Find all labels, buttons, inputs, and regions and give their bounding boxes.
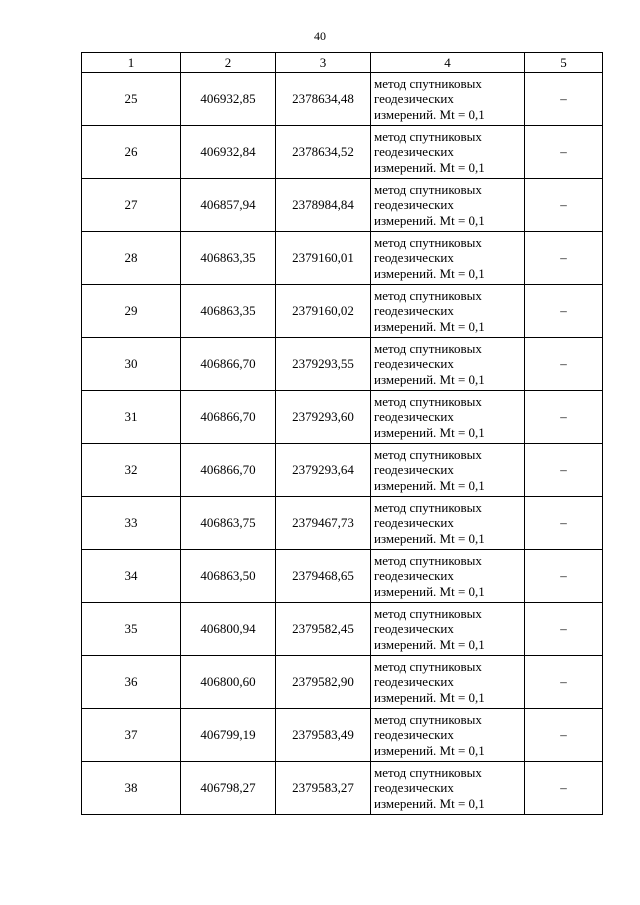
method-line: геодезических [374, 727, 454, 743]
coordinates-table [81, 52, 603, 815]
method-line: метод спутниковых [374, 605, 482, 621]
method-line: метод спутниковых [374, 75, 482, 91]
coord-x: 406800,94 [181, 603, 276, 656]
page-number: 40 [314, 29, 326, 43]
method-line: измерений. Mt = 0,1 [374, 477, 485, 493]
point-number: 26 [82, 126, 181, 179]
table-row [82, 709, 603, 762]
point-number: 28 [82, 232, 181, 285]
method-description [371, 762, 525, 815]
note-cell: – [525, 391, 603, 444]
method-line: геодезических [374, 356, 454, 372]
coord-x: 406863,75 [181, 497, 276, 550]
method-line: метод спутниковых [374, 181, 482, 197]
coord-y: 2379582,90 [276, 656, 371, 709]
table-row [82, 603, 603, 656]
method-line: геодезических [374, 409, 454, 425]
note-cell: – [525, 179, 603, 232]
header-col-4: 4 [371, 53, 525, 73]
method-description [371, 391, 525, 444]
method-description [371, 603, 525, 656]
coord-y: 2379583,49 [276, 709, 371, 762]
method-description [371, 126, 525, 179]
point-number: 36 [82, 656, 181, 709]
method-description [371, 656, 525, 709]
method-line: измерений. Mt = 0,1 [374, 530, 485, 546]
coord-y: 2379293,64 [276, 444, 371, 497]
table-row [82, 285, 603, 338]
method-description [371, 285, 525, 338]
method-line: метод спутниковых [374, 287, 482, 303]
coord-x: 406798,27 [181, 762, 276, 815]
point-number: 32 [82, 444, 181, 497]
note-cell: – [525, 232, 603, 285]
coord-y: 2378634,48 [276, 73, 371, 126]
header-col-3: 3 [276, 53, 371, 73]
point-number: 38 [82, 762, 181, 815]
method-description [371, 550, 525, 603]
note-cell: – [525, 444, 603, 497]
table-row [82, 656, 603, 709]
coord-x: 406866,70 [181, 391, 276, 444]
point-number: 31 [82, 391, 181, 444]
method-line: метод спутниковых [374, 499, 482, 515]
coord-y: 2379293,60 [276, 391, 371, 444]
table-row [82, 497, 603, 550]
method-line: измерений. Mt = 0,1 [374, 371, 485, 387]
method-line: метод спутниковых [374, 764, 482, 780]
method-line: измерений. Mt = 0,1 [374, 795, 485, 811]
note-cell: – [525, 762, 603, 815]
table-header-row [82, 53, 603, 73]
table-row [82, 126, 603, 179]
point-number: 37 [82, 709, 181, 762]
point-number: 29 [82, 285, 181, 338]
coord-x: 406932,84 [181, 126, 276, 179]
coord-y: 2378984,84 [276, 179, 371, 232]
table-body [82, 73, 603, 815]
method-line: геодезических [374, 568, 454, 584]
method-description [371, 497, 525, 550]
coord-y: 2379582,45 [276, 603, 371, 656]
method-line: геодезических [374, 462, 454, 478]
method-line: геодезических [374, 303, 454, 319]
coord-x: 406863,35 [181, 285, 276, 338]
method-line: измерений. Mt = 0,1 [374, 689, 485, 705]
method-line: измерений. Mt = 0,1 [374, 742, 485, 758]
table-row [82, 550, 603, 603]
coord-x: 406799,19 [181, 709, 276, 762]
note-cell: – [525, 338, 603, 391]
coord-x: 406866,70 [181, 338, 276, 391]
header-col-1: 1 [82, 53, 181, 73]
coord-x: 406863,35 [181, 232, 276, 285]
point-number: 30 [82, 338, 181, 391]
table-row [82, 73, 603, 126]
method-line: измерений. Mt = 0,1 [374, 424, 485, 440]
coord-y: 2379467,73 [276, 497, 371, 550]
method-line: геодезических [374, 197, 454, 213]
point-number: 27 [82, 179, 181, 232]
method-line: метод спутниковых [374, 128, 482, 144]
method-description [371, 709, 525, 762]
point-number: 35 [82, 603, 181, 656]
method-line: геодезических [374, 91, 454, 107]
method-line: метод спутниковых [374, 393, 482, 409]
method-line: геодезических [374, 250, 454, 266]
method-line: измерений. Mt = 0,1 [374, 636, 485, 652]
note-cell: – [525, 656, 603, 709]
table-row [82, 179, 603, 232]
method-description [371, 338, 525, 391]
method-line: измерений. Mt = 0,1 [374, 583, 485, 599]
method-line: измерений. Mt = 0,1 [374, 265, 485, 281]
method-line: измерений. Mt = 0,1 [374, 106, 485, 122]
coord-x: 406857,94 [181, 179, 276, 232]
point-number: 34 [82, 550, 181, 603]
coord-y: 2379160,01 [276, 232, 371, 285]
table-row [82, 338, 603, 391]
coord-y: 2379468,65 [276, 550, 371, 603]
coord-y: 2378634,52 [276, 126, 371, 179]
method-description [371, 73, 525, 126]
table-row [82, 232, 603, 285]
header-col-5: 5 [525, 53, 603, 73]
point-number: 33 [82, 497, 181, 550]
note-cell: – [525, 285, 603, 338]
note-cell: – [525, 603, 603, 656]
method-line: геодезических [374, 515, 454, 531]
method-line: метод спутниковых [374, 711, 482, 727]
method-line: измерений. Mt = 0,1 [374, 212, 485, 228]
method-line: измерений. Mt = 0,1 [374, 318, 485, 334]
coord-x: 406863,50 [181, 550, 276, 603]
method-line: геодезических [374, 144, 454, 160]
note-cell: – [525, 709, 603, 762]
point-number: 25 [82, 73, 181, 126]
method-description [371, 179, 525, 232]
coord-x: 406932,85 [181, 73, 276, 126]
table-row [82, 391, 603, 444]
method-line: метод спутниковых [374, 446, 482, 462]
note-cell: – [525, 497, 603, 550]
method-line: метод спутниковых [374, 234, 482, 250]
method-line: геодезических [374, 674, 454, 690]
coord-x: 406866,70 [181, 444, 276, 497]
method-description [371, 232, 525, 285]
table-row [82, 444, 603, 497]
coord-y: 2379160,02 [276, 285, 371, 338]
method-line: метод спутниковых [374, 340, 482, 356]
coord-x: 406800,60 [181, 656, 276, 709]
note-cell: – [525, 126, 603, 179]
header-col-2: 2 [181, 53, 276, 73]
table-row [82, 762, 603, 815]
method-description [371, 444, 525, 497]
coord-y: 2379583,27 [276, 762, 371, 815]
method-line: геодезических [374, 621, 454, 637]
method-line: геодезических [374, 780, 454, 796]
note-cell: – [525, 550, 603, 603]
method-line: измерений. Mt = 0,1 [374, 159, 485, 175]
method-line: метод спутниковых [374, 658, 482, 674]
method-line: метод спутниковых [374, 552, 482, 568]
coord-y: 2379293,55 [276, 338, 371, 391]
note-cell: – [525, 73, 603, 126]
